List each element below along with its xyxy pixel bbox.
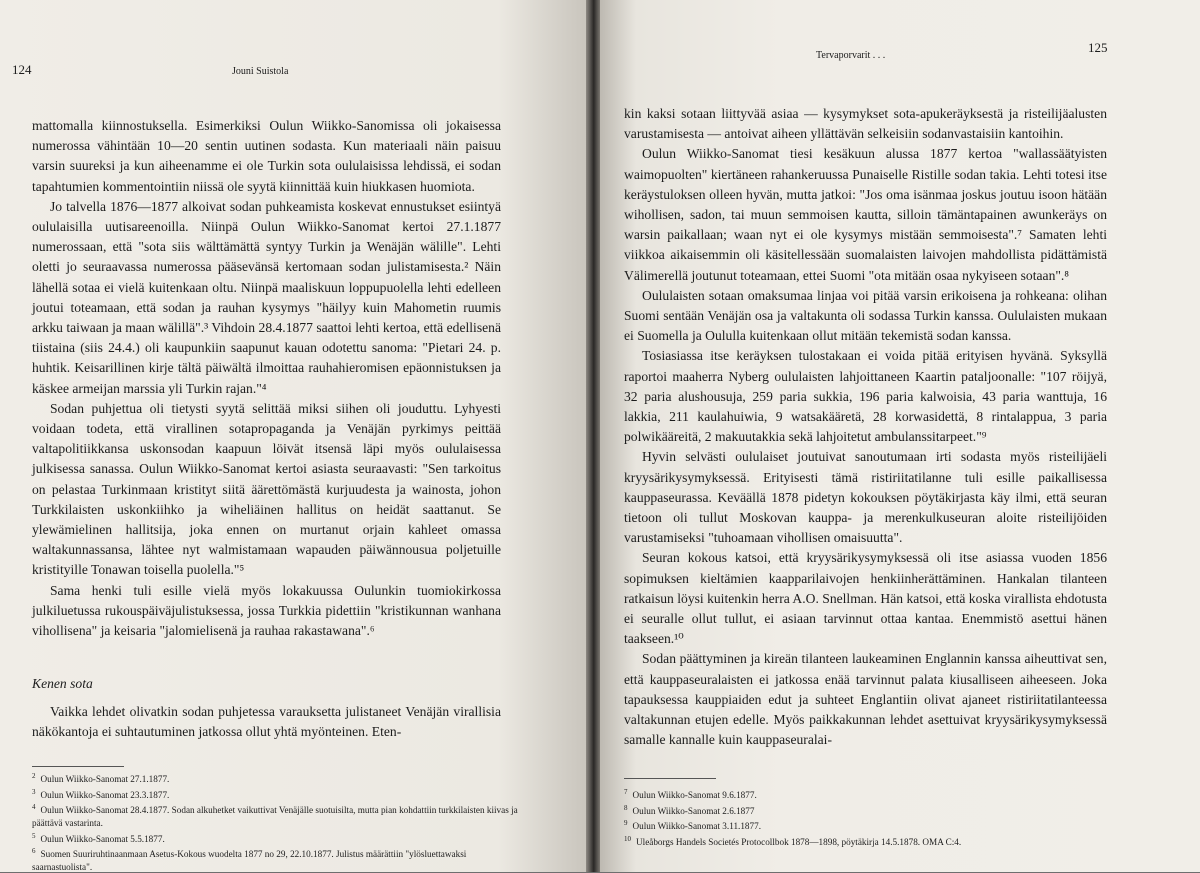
footnote-number: 7 [624,788,628,796]
left-page [0,0,586,872]
section-heading: Kenen sota [32,676,93,691]
footnote-number: 5 [32,831,36,840]
footnote-number: 2 [32,772,36,780]
footnote-text: Uleåborgs Handels Societés Protocollbok 1878—1898, pöytäkirja 14.5.1878. OMA C:4. [636,837,962,848]
footnote-number: 9 [624,819,628,828]
footnote-text: Oulun Wiikko-Sanomat 27.1.1877. [40,774,170,785]
footnote [624,833,1094,849]
running-head: Jouni Suistola [232,66,289,77]
footnotes [624,786,1094,849]
footnote-text: Oulun Wiikko-Sanomat 9.6.1877. [632,790,757,801]
section [32,676,501,742]
paragraph: Oulun Wiikko-Sanomat tiesi kesäkuun alussa 1877 kertoa "wallassäätyisten waimopuolten" kiertäneen rahankeruussa Punaiselle Ristille sodan takia. Lehti totesi itse keräystuloksen olleen hyvän, mutta jatkoi: "Jos oma isänmaa joskus joutuu isoon hätään wihollisen, sadon, tai muun semmoisen kautta, silloin tämäntapainen awunkeräys on warsin paikallaan; waan nyt ei ole kysymys mistään semmoisesta".⁷ Samaten lehti viikkoa aikaisemmin oli käsitellessään suomalaisten laivojen mahdollista pidättämistä Välimerellä joutunut toteamaan, ettei Suomi "ota mitään osaa nykyiseen sotaan".⁸ [624,146,1107,283]
footnote [32,830,524,846]
footnote [32,801,524,829]
paragraph: Vaikka lehdet olivatkin sodan puhjetessa varauksetta julistaneet Venäjän virallisia näkökantoja ei suhtautuminen jatkossa ollut yhtä myönteinen. Eten- [32,704,501,740]
page-number: 125 [1088,40,1108,55]
footnote [624,802,1094,818]
paragraph: kin kaksi sotaan liittyvää asiaa — kysymykset sota-apukeräyksestä ja risteilijäalusten varustamisesta — antoivat aiheen yllättävän selkeisiin sodanvastaisiin kantoihin. [624,106,1107,142]
footnote-text: Oulun Wiikko-Sanomat 2.6.1877 [632,805,755,816]
footnote-rule [624,778,716,779]
footnote-number: 3 [32,787,36,796]
footnote-text: Oulun Wiikko-Sanomat 3.11.1877. [632,821,762,832]
paragraph: Sodan puhjettua oli tietysti syytä selittää miksi siihen oli jouduttu. Lyhyesti voidaan todeta, että virallinen sotapropaganda ja Venäjän pyrkimys peittää valtapolitiikkansa uskonsodan kaapuun löivät itsensä läpi myös oululaisessa julkisessa sanassa. Oulun Wiikko-Sanomat kertoi asiasta seuraavasti: "Sen tarkoitus on pelastaa Turkinmaan kristityt siitä äärettömästä kurjuudesta ja wainosta, johon Turkkilaisten uskonkiihko ja wiheliäinen hallitus on heidät saattanut. Se ylewämielinen hallitsija, joka ennen on murtanut orjain kahleet omassa waltakunnassansa, lähtee nyt walmistamaan wapauden päiwännousua poljetuille kristityille Tonawan toisella puolella."⁵ [32,400,501,578]
footnote-text: Oulun Wiikko-Sanomat 5.5.1877. [40,833,165,844]
body-text [32,116,501,641]
right-page [600,0,1200,872]
paragraph: Sama henki tuli esille vielä myös lokakuussa Oulunkin tuomiokirkossa julkiluetussa rukouspäiväjulistuksessa, jossa Turkkia pidettiin "kristikunnan wanhana vihollisena" ja keisaria "jalomielisenä ja rauhaa rakastawana".⁶ [32,582,501,639]
running-head: Tervaporvarit . . . [816,50,886,61]
footnote [624,786,1094,802]
body-text [624,104,1107,751]
paragraph: Seuran kokous katsoi, että kryysärikysymyksessä oli itse asiassa vuoden 1856 sopimuksen kieltämien kaapparilaivojen henkiinherättäminen. Hankalan tilanteen ratkaisun löysi kuitenkin herra A.O. Snellman. Hän katsoi, että koska virallista ehdotusta ei seuralle ollut tullut, ei asiaan tarvinnut ottaa kantaa. Enemmistö asettui hänen taakseen.¹⁰ [624,550,1107,647]
paragraph: Tosiasiassa itse keräyksen tulostakaan ei voida pitää erityisen hyvänä. Syksyllä raportoi maaherra Nyberg oululaisten lahjoittaneen Kaartin pataljoonalle: "107 röijyä, 32 paria alushousuja, 259 paria sukkia, 196 paria kalwoisia, 43 paria wanttuja, 16 lakkia, 211 kaulahuiwia, 9 watsakääretä, 28 korwasidettä, 8 rintalappua, 3 paria polwikääreitä, 2 makuutakkia sekä lahjoitetut ambulanssitarpeet."⁹ [624,348,1107,445]
paragraph: Hyvin selvästi oululaiset joutuivat sanoutumaan irti sodasta myös risteilijäeli kryysärikysymyksessä. Erityisesti tämä ristiriitatilanne tuli esille paikallisessa kauppaseurassa. Keväällä 1878 pidetyn kokouksen pöytäkirjasta käy ilmi, että seuran tietoon oli tullut Moskovan kauppa- ja merenkulkuseuran aloite risteilijöiden varustamiseksi "tuhoamaan vihollisen omaisuutta". [624,449,1107,546]
footnotes [32,770,524,873]
footnote-number: 4 [32,803,36,812]
footnote-rule [32,766,124,767]
footnote [32,845,524,873]
page-number: 124 [12,62,32,77]
footnote-text: Suomen Suuriruhtinaanmaan Asetus-Kokous wuodelta 1877 no 29, 22.10.1877. Julistus määrättiin "ylösluettawaksi saarnastuolista". [32,849,467,872]
paragraph: Jo talvella 1876—1877 alkoivat sodan puhkeamista koskevat ennustukset esiintyä oululaisilla uutisareenoilla. Niinpä Oulun Wiikko-Sanomat kertoi 27.1.1877 numerossaan, että "sota siis wälttämättä syntyy Turkin ja Wenäjän wälille". Lehti oletti jo seuraavassa numerossa pääsevänsä kertomaan sodan julistamisesta.² Näin lähellä sotaa ei vielä kuitenkaan oltu. Niinpä maaliskuun loppupuolella lehti edelleen joutui toteamaan, että sodan ja rauhan kysymys "häilyy kuin Mahometin ruumis arkku taiwaan ja maan wälillä".³ Vihdoin 28.4.1877 saattoi lehti kertoa, että edellisenä tiistaina (siis 24.4.) oli kaupunkiin saapunut kauan odotettu sanoma: "Pietari 24. p. huhtik. Keisarillinen kirje tältä päiwältä ilmoittaa rauhahieromisen epäonnistuksen ja käskee armeijan marssia yli Turkin rajan."⁴ [32,198,501,396]
footnote-number: 8 [624,803,628,812]
footnote [624,817,1094,833]
book-gutter [586,0,600,872]
paragraph: Sodan päättyminen ja kireän tilanteen laukeaminen Englannin kanssa aiheuttivat sen, että kauppaseuralaisten ei jatkossa enää tarvinnut palata kiusalliseen aiheeseen. Joka tapauksessa kauppiaiden edut ja suhteet Englantiin olivat ajaneet ristiriitatilanteessa valtakunnan etujen edelle. Myös paikkakunnan lehdet asettuivat kryysärikysymyksessä samalle kannalle kuin kauppaseuralai- [624,651,1107,748]
footnote [32,770,524,786]
paragraph: Oululaisten sotaan omaksumaa linjaa voi pitää varsin erikoisena ja rohkeana: olihan Suomi sentään Venäjän osa ja valtakunta oli sodassa Turkin kanssa. Oululaisten mukaan ei Suomella ja Oululla kuitenkaan ollut mitään tekemistä sodan kanssa. [624,287,1107,344]
footnote-number: 10 [624,834,631,843]
footnote-text: Oulun Wiikko-Sanomat 23.3.1877. [40,789,170,800]
footnote-number: 6 [32,847,36,856]
footnote-text: Oulun Wiikko-Sanomat 28.4.1877. Sodan alkuhetket vaikuttivat Venäjälle suotuisilta, mutta pian kohdattiin turkkilaisten kiivas ja päättävä vastarinta. [32,805,518,828]
paragraph: mattomalla kiinnostuksella. Esimerkiksi Oulun Wiikko-Sanomissa oli jokaisessa numerossa vähintään 10—20 sentin uutinen sodasta. Kun materiaali näin paisuu varsin suureksi ja kun aiheenamme ei ole Turkin sota oululaisissa lehdissä, ei sodan tapahtumien kommentointiin niissä ole syytä kiinnittää kuin hiukkasen huomiota. [32,118,501,194]
footnote [32,786,524,802]
